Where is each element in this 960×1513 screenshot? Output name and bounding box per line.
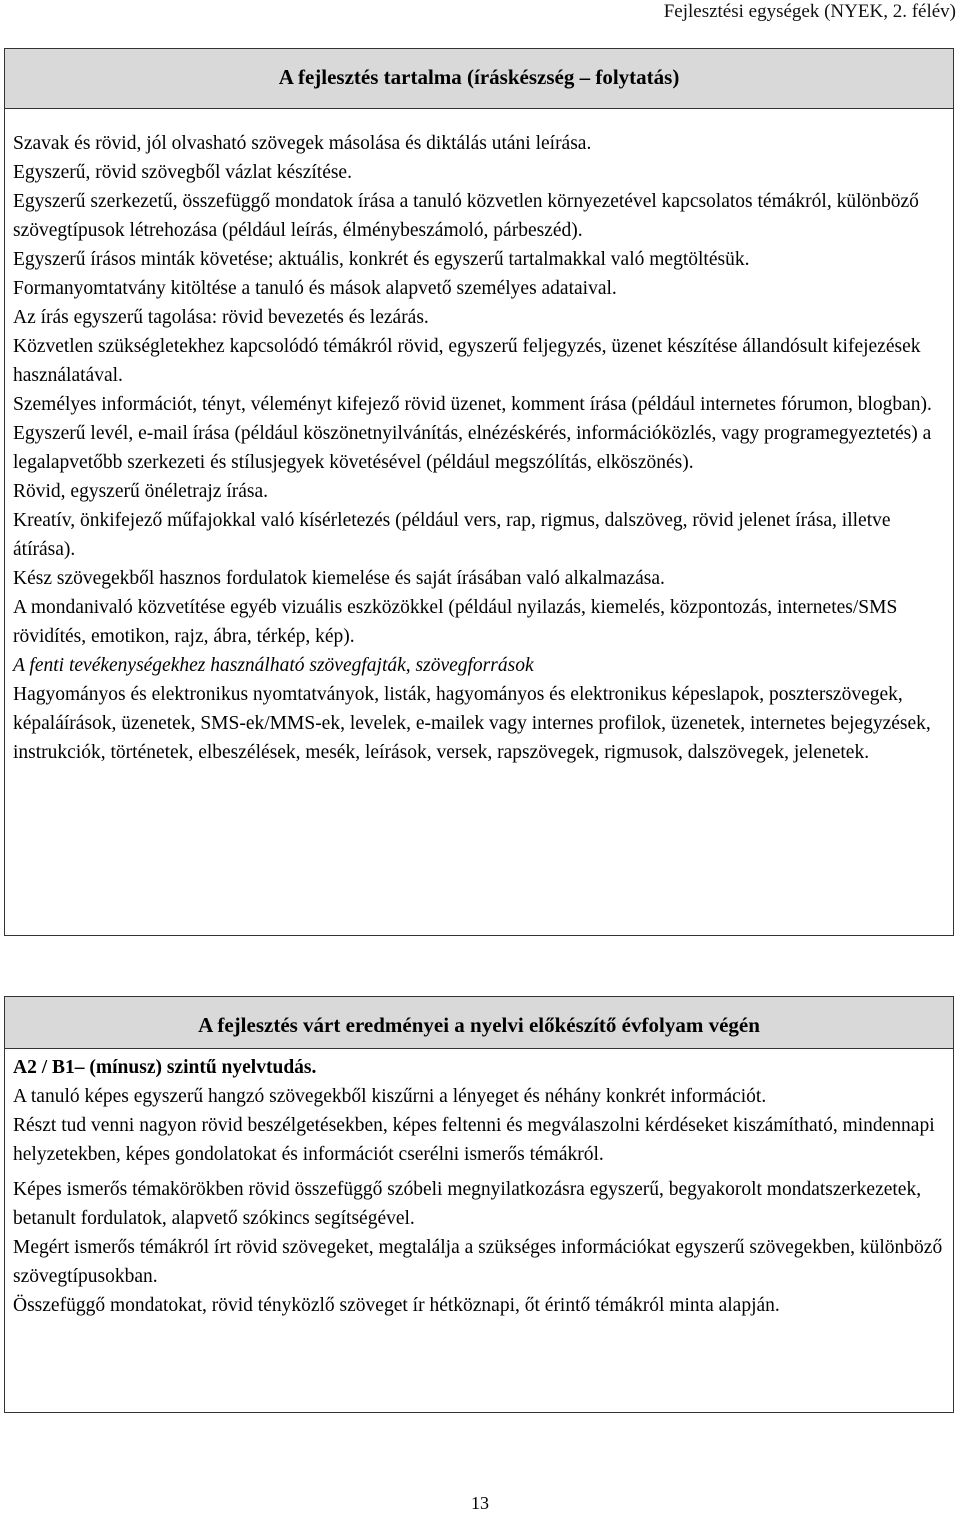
content-paragraph: Egyszerű levél, e-mail írása (például köszönetnyilvánítás, elnézéskérés, információközlés, vagy programegyeztetés) a legalapvetőbb szerkezeti és stílusjegyek követésével (például megszólítás, elköszönés).	[13, 423, 932, 473]
content-paragraph: Közvetlen szükségletekhez kapcsolódó témákról rövid, egyszerű feljegyzés, üzenet készítése állandósult kifejezések használatával.	[13, 336, 921, 386]
results-paragraph: Részt tud venni nagyon rövid beszélgetésekben, képes feltenni és megválaszolni kérdéseket kiszámítható, mindennapi helyzetekben, képes gondolatokat és információt cserélni ismerős témákról.	[13, 1115, 935, 1165]
content-paragraph: Az írás egyszerű tagolása: rövid bevezetés és lezárás.	[13, 307, 429, 328]
results-paragraph: Megért ismerős témákról írt rövid szövegeket, megtalálja a szükséges információkat egyszerű szövegekben, különböző szövegtípusokban.	[13, 1237, 943, 1287]
content-paragraph: Egyszerű, rövid szövegből vázlat készítése.	[13, 162, 352, 183]
content-section-body	[5, 109, 953, 767]
sources-text: Hagyományos és elektronikus nyomtatványok, listák, hagyományos és elektronikus képeslapok, poszterszövegek, képaláírások, üzenetek, SMS-ek/MMS-ek, levelek, e-mailek vagy internes profilok, üzenetek, internetes bejegyzések, instrukciók, történetek, elbeszélések, mesék, leírások, versek, rapszövegek, rigmusok, dalszövegek, jelenetek.	[13, 684, 931, 763]
results-paragraph: Képes ismerős témakörökben rövid összefüggő szóbeli megnyilatkozásra egyszerű, begyakorolt mondatszerkezetek, betanult fordulatok, alapvető szókincs segítségével.	[13, 1179, 922, 1229]
content-paragraph: Formanyomtatvány kitöltése a tanuló és mások alapvető személyes adataival.	[13, 278, 617, 299]
content-paragraph: Személyes információt, tényt, véleményt kifejező rövid üzenet, komment írása (például internetes fórumon, blogban).	[13, 394, 932, 415]
sources-heading: A fenti tevékenységekhez használható szövegfajták, szövegforrások	[13, 655, 534, 676]
content-section-title: A fejlesztés tartalma (íráskészség – folytatás)	[5, 49, 953, 109]
content-paragraph: Rövid, egyszerű önéletrajz írása.	[13, 481, 269, 502]
running-header: Fejlesztési egységek (NYEK, 2. félév)	[663, 1, 956, 22]
results-section-title: A fejlesztés várt eredményei a nyelvi előkészítő évfolyam végén	[5, 997, 953, 1049]
results-paragraph: A tanuló képes egyszerű hangzó szövegekből kiszűrni a lényeget és néhány konkrét információt.	[13, 1086, 767, 1107]
content-paragraph: Szavak és rövid, jól olvasható szövegek másolása és diktálás utáni leírása.	[13, 133, 592, 154]
page-number: 13	[471, 1493, 489, 1513]
content-paragraph: Kész szövegekből hasznos fordulatok kiemelése és saját írásában való alkalmazása.	[13, 568, 665, 589]
results-section-body	[5, 1049, 953, 1320]
content-paragraph: Kreatív, önkifejező műfajokkal való kísérletezés (például vers, rap, rigmus, dalszöveg, rövid jelenet írása, illetve átírása).	[13, 510, 891, 560]
results-section-box	[4, 996, 954, 1413]
results-paragraph: Összefüggő mondatokat, rövid tényközlő szöveget ír hétköznapi, őt érintő témákról minta alapján.	[13, 1295, 780, 1316]
language-level: A2 / B1– (mínusz) szintű nyelvtudás.	[13, 1057, 317, 1078]
content-paragraph: Egyszerű írásos minták követése; aktuális, konkrét és egyszerű tartalmakkal való megtöltésük.	[13, 249, 750, 270]
content-paragraph: Egyszerű szerkezetű, összefüggő mondatok írása a tanuló közvetlen környezetével kapcsolatos témákról, különböző szövegtípusok létrehozása (például leírás, élménybeszámoló, párbeszéd).	[13, 191, 919, 241]
content-section-box	[4, 48, 954, 936]
content-paragraph: A mondanivaló közvetítése egyéb vizuális eszközökkel (például nyilazás, kiemelés, központozás, internetes/SMS rövidítés, emotikon, rajz, ábra, térkép, kép).	[13, 597, 898, 647]
